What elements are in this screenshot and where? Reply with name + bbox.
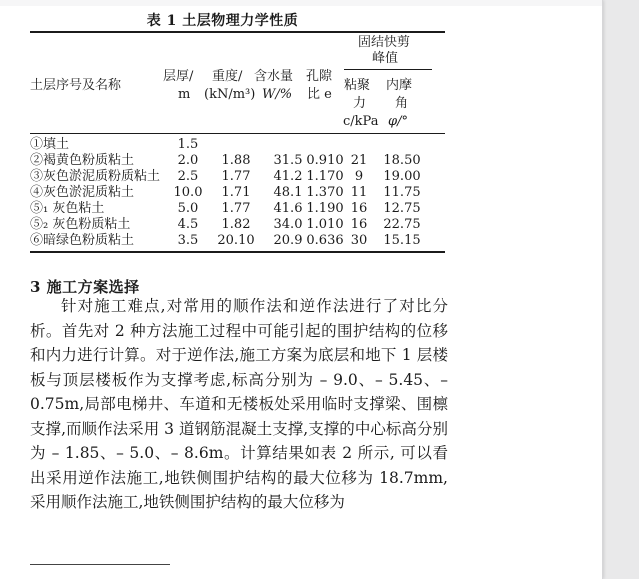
- table-row: [0, 137, 445, 153]
- page-top-strip: [0, 0, 602, 6]
- cell-void-ratio: 1.170: [306, 169, 344, 184]
- cell-cohesion: 9: [354, 169, 364, 184]
- header-friction-line1: 内摩: [386, 78, 413, 93]
- header-void-line2: 比 e: [307, 87, 332, 102]
- cell-layer-name: ⑤₂ 灰色粉质粘土: [30, 217, 131, 232]
- header-shear-group-line1: 固结快剪: [358, 35, 411, 50]
- cell-density: 1.82: [221, 217, 251, 232]
- cell-density: 1.71: [221, 185, 251, 200]
- table-row: [0, 233, 445, 249]
- header-density-line1: 重度/: [212, 69, 243, 84]
- table-bottom-rule: [30, 251, 445, 253]
- body-paragraph: 针对施工难点,对常用的顺作法和逆作法进行了对比分析。首先对 2 种方法施工过程中可能引起的围护结构的位移和内力进行计算。对于逆作法,施工方案为底层和地下 1 层楼板与顶层楼板作为支撑考虑,标高分别为 – 9.0、– 5.45、– 0.75m,局部电梯井、车道和无楼板处采用临时支撑梁、围檩支撑,而顺作法采用 3 道钢筋混凝土支撑,支撑的中心标高分别为 – 1.85、– 5.0、– 8.6m。计算结果如表 2 所示, 可以看出采用逆作法施工,地铁侧围护结构的最大位移为 18.7mm,采用顺作法施工,地铁侧围护结构的最大位移为: [30, 297, 448, 511]
- table-row: [0, 169, 445, 185]
- cell-thickness: 4.5: [177, 217, 199, 232]
- section-heading: 3 施工方案选择: [30, 278, 140, 296]
- cell-thickness: 10.0: [173, 185, 203, 200]
- cell-void-ratio: 1.370: [306, 185, 344, 200]
- header-cohesion-line3: c/kPa: [343, 114, 379, 129]
- cell-layer-name: ①填土: [30, 137, 70, 152]
- header-cohesion-line1: 粘聚: [344, 78, 371, 93]
- cell-friction-angle: 18.50: [383, 153, 421, 168]
- header-void-line1: 孔隙: [306, 69, 333, 84]
- header-friction-line3: φ/°: [388, 114, 408, 129]
- cell-water-content: 34.0: [273, 217, 303, 232]
- cell-friction-angle: 15.15: [383, 233, 421, 248]
- cell-thickness: 1.5: [177, 137, 199, 152]
- cell-density: 1.77: [221, 169, 251, 184]
- cell-layer-name: ②褐黄色粉质粘土: [30, 153, 135, 168]
- table-row: [0, 201, 445, 217]
- cell-density: 1.88: [221, 153, 251, 168]
- header-thickness-line2: m: [178, 87, 191, 102]
- cell-layer-name: ⑤₁ 灰色粘土: [30, 201, 105, 216]
- cell-friction-angle: 12.75: [383, 201, 421, 216]
- cell-density: 20.10: [217, 233, 255, 248]
- header-thickness-line1: 层厚/: [163, 69, 194, 84]
- cell-cohesion: 16: [350, 217, 368, 232]
- cell-layer-name: ④灰色淤泥质粘土: [30, 185, 135, 200]
- header-cohesion-line2: 力: [353, 96, 367, 111]
- cell-water-content: 20.9: [273, 233, 303, 248]
- cell-friction-angle: 22.75: [383, 217, 421, 232]
- cell-cohesion: 11: [350, 185, 368, 200]
- header-layer-name: 土层序号及名称: [30, 78, 122, 93]
- header-shear-group-rule: [344, 69, 432, 70]
- cell-density: 1.77: [221, 201, 251, 216]
- cell-thickness: 2.5: [177, 169, 199, 184]
- table-row: [0, 153, 445, 169]
- table-top-rule: [30, 31, 445, 33]
- header-density-line2: (kN/m³): [204, 87, 256, 102]
- cell-cohesion: 30: [350, 233, 368, 248]
- cell-water-content: 48.1: [273, 185, 303, 200]
- cell-water-content: 31.5: [273, 153, 303, 168]
- cell-void-ratio: 1.190: [306, 201, 344, 216]
- header-water-line1: 含水量: [254, 69, 294, 84]
- cell-void-ratio: 0.910: [306, 153, 344, 168]
- table-header-rule: [30, 133, 445, 134]
- cell-water-content: 41.2: [273, 169, 303, 184]
- table-row: [0, 217, 445, 233]
- cell-friction-angle: 19.00: [383, 169, 421, 184]
- cell-void-ratio: 1.010: [306, 217, 344, 232]
- footnote-rule: [30, 564, 170, 565]
- header-shear-group-line2: 峰值: [372, 51, 399, 66]
- cell-water-content: 41.6: [273, 201, 303, 216]
- cell-friction-angle: 11.75: [383, 185, 421, 200]
- table-row: [0, 185, 445, 201]
- cell-thickness: 5.0: [177, 201, 199, 216]
- header-water-line2: W/%: [262, 87, 293, 102]
- cell-cohesion: 21: [350, 153, 368, 168]
- cell-thickness: 3.5: [177, 233, 199, 248]
- header-friction-line2: 角: [395, 96, 409, 111]
- cell-thickness: 2.0: [177, 153, 199, 168]
- table-title: 表 1 土层物理力学性质: [146, 13, 299, 29]
- cell-layer-name: ⑥暗绿色粉质粘土: [30, 233, 135, 248]
- cell-cohesion: 16: [350, 201, 368, 216]
- cell-void-ratio: 0.636: [306, 233, 344, 248]
- cell-layer-name: ③灰色淤泥质粉质粘土: [30, 169, 161, 184]
